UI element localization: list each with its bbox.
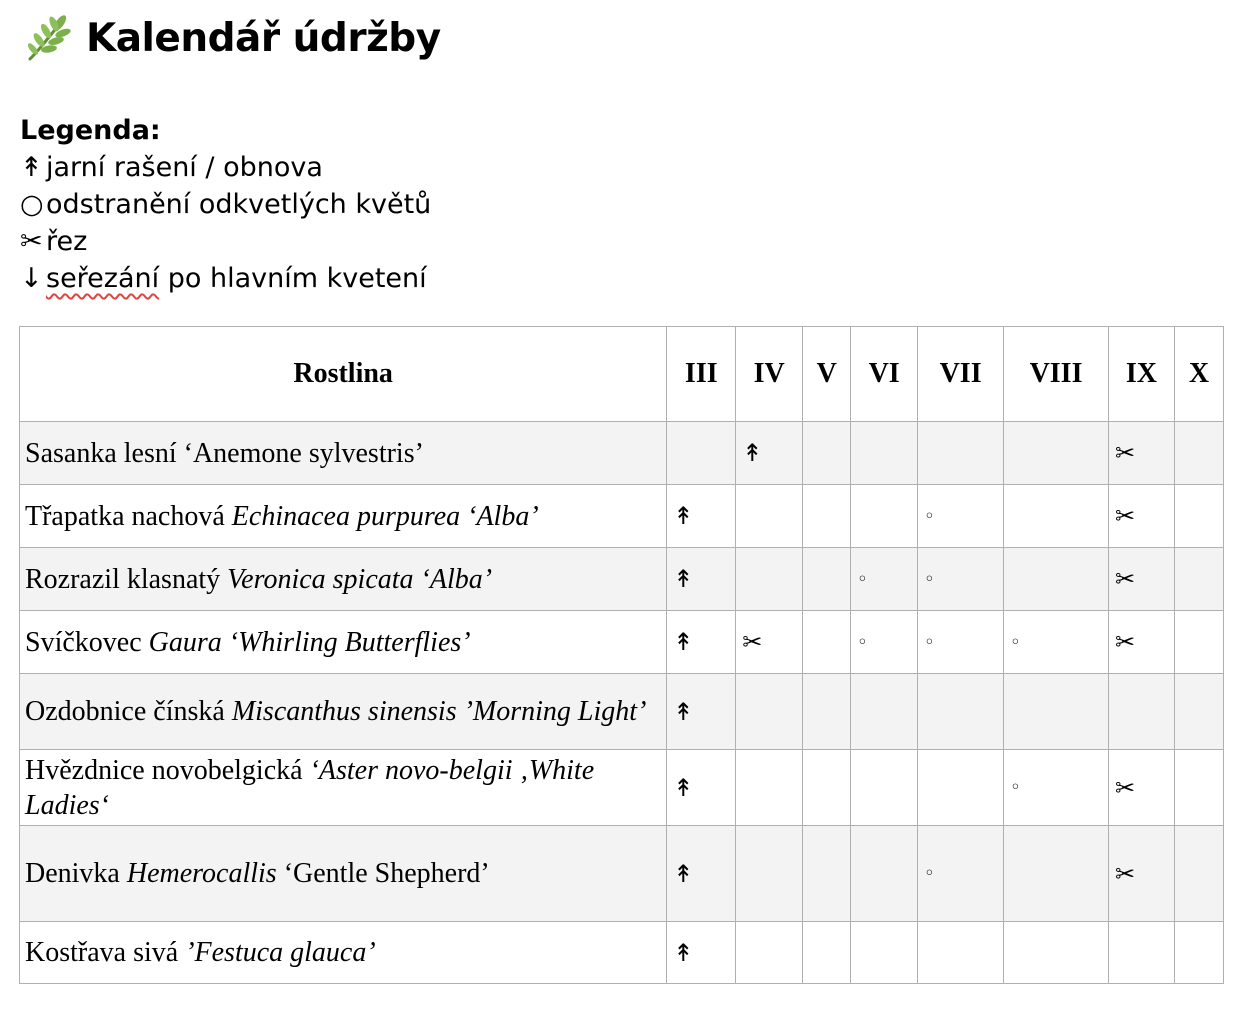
plant-name-cell: Sasanka lesní ‘Anemone sylvestris’: [20, 422, 667, 485]
month-cell-sprout-arrow-icon: ↟: [667, 548, 736, 611]
legend-item-pruning: [20, 223, 431, 260]
table-header-row: [20, 327, 1224, 422]
month-cell: [736, 750, 803, 826]
table-row: [20, 750, 1224, 826]
month-cell: [918, 674, 1004, 750]
month-cell-sprout-arrow-icon: ↟: [736, 422, 803, 485]
month-cell: [803, 422, 851, 485]
column-header-month: III: [667, 327, 736, 422]
table-row: [20, 485, 1224, 548]
month-cell-sprout-arrow-icon: ↟: [667, 485, 736, 548]
month-cell-scissors-icon: ✂: [1109, 611, 1175, 674]
month-cell: [1174, 485, 1223, 548]
month-cell: [736, 548, 803, 611]
month-cell-circle-icon: ◦: [918, 611, 1004, 674]
page-title: [20, 10, 441, 66]
month-cell-circle-icon: ◦: [851, 548, 918, 611]
table-row: [20, 422, 1224, 485]
month-cell: [1109, 922, 1175, 984]
month-cell-scissors-icon: ✂: [1109, 826, 1175, 922]
plant-name-cell: Denivka Hemerocallis ‘Gentle Shepherd’: [20, 826, 667, 922]
month-cell: [1109, 674, 1175, 750]
month-cell: [803, 674, 851, 750]
month-cell-scissors-icon: ✂: [1109, 422, 1175, 485]
month-cell-scissors-icon: ✂: [1109, 485, 1175, 548]
month-cell: [1174, 750, 1223, 826]
month-cell: [918, 750, 1004, 826]
month-cell-sprout-arrow-icon: ↟: [667, 674, 736, 750]
month-cell: [1174, 826, 1223, 922]
month-cell: [851, 485, 918, 548]
maintenance-calendar-table: [19, 326, 1224, 984]
month-cell: [667, 422, 736, 485]
column-header-month: VI: [851, 327, 918, 422]
column-header-month: IV: [736, 327, 803, 422]
plant-name-cell: Svíčkovec Gaura ‘Whirling Butterflies’: [20, 611, 667, 674]
legend-item-label: odstranění odkvetlých květů: [46, 189, 432, 220]
month-cell: [918, 922, 1004, 984]
month-cell: [1174, 548, 1223, 611]
month-cell-circle-icon: ◦: [918, 548, 1004, 611]
legend: [20, 112, 431, 297]
scissors-icon: ✂: [20, 226, 43, 257]
table-row: [20, 826, 1224, 922]
legend-heading: Legenda:: [20, 115, 161, 146]
column-header-month: VII: [918, 327, 1004, 422]
plant-name-cell: Třapatka nachová Echinacea purpurea ‘Alba’: [20, 485, 667, 548]
table-row: [20, 674, 1224, 750]
month-cell-sprout-arrow-icon: ↟: [667, 922, 736, 984]
month-cell: [1174, 611, 1223, 674]
month-cell: [803, 922, 851, 984]
month-cell: [918, 422, 1004, 485]
month-cell: [851, 674, 918, 750]
month-cell: [851, 826, 918, 922]
column-header-month: V: [803, 327, 851, 422]
legend-item-sprouting: [20, 149, 431, 186]
legend-item-cutback: [20, 260, 431, 297]
month-cell: [736, 674, 803, 750]
plant-name-cell: Hvězdnice novobelgická ‘Aster novo-belgii ‚White Ladies‘: [20, 750, 667, 826]
sprout-arrow-icon: ↟: [20, 152, 43, 183]
month-cell-circle-icon: ◦: [1004, 611, 1109, 674]
plant-name-cell: Ozdobnice čínská Miscanthus sinensis ’Morning Light’: [20, 674, 667, 750]
month-cell: [736, 826, 803, 922]
month-cell: [1004, 548, 1109, 611]
column-header-month: X: [1174, 327, 1223, 422]
month-cell: [851, 422, 918, 485]
month-cell-sprout-arrow-icon: ↟: [667, 611, 736, 674]
month-cell: [803, 750, 851, 826]
month-cell: [1004, 422, 1109, 485]
month-cell-circle-icon: ◦: [918, 826, 1004, 922]
month-cell: [803, 548, 851, 611]
table-row: [20, 922, 1224, 984]
month-cell: [803, 611, 851, 674]
month-cell: [1174, 422, 1223, 485]
table-row: [20, 611, 1224, 674]
month-cell-sprout-arrow-icon: ↟: [667, 750, 736, 826]
month-cell: [1174, 922, 1223, 984]
legend-item-label: jarní rašení / obnova: [46, 152, 323, 183]
month-cell-scissors-icon: ✂: [1109, 548, 1175, 611]
column-header-plant: Rostlina: [20, 327, 667, 422]
month-cell: [1174, 674, 1223, 750]
legend-item-label: řez: [46, 226, 88, 257]
plant-name-cell: Rozrazil klasnatý Veronica spicata ‘Alba’: [20, 548, 667, 611]
month-cell: [1004, 674, 1109, 750]
month-cell: [851, 750, 918, 826]
month-cell-circle-icon: ◦: [1004, 750, 1109, 826]
herb-icon: [20, 11, 74, 65]
month-cell-sprout-arrow-icon: ↟: [667, 826, 736, 922]
month-cell: [1004, 922, 1109, 984]
month-cell: [803, 485, 851, 548]
month-cell: [803, 826, 851, 922]
spellcheck-word: seřezání: [46, 263, 160, 294]
month-cell-circle-icon: ◦: [918, 485, 1004, 548]
month-cell: [736, 485, 803, 548]
circle-icon: ○: [20, 189, 44, 220]
month-cell-scissors-icon: ✂: [1109, 750, 1175, 826]
down-arrow-icon: ↓: [20, 263, 43, 294]
month-cell-scissors-icon: ✂: [736, 611, 803, 674]
plant-name-cell: Kostřava sivá ’Festuca glauca’: [20, 922, 667, 984]
column-header-month: VIII: [1004, 327, 1109, 422]
table-row: [20, 548, 1224, 611]
page-title-text: Kalendář údržby: [86, 15, 441, 61]
column-header-month: IX: [1109, 327, 1175, 422]
month-cell-circle-icon: ◦: [851, 611, 918, 674]
legend-item-deadheading: [20, 186, 431, 223]
month-cell: [1004, 485, 1109, 548]
legend-item-label: po hlavním kvetení: [159, 263, 427, 294]
month-cell: [1004, 826, 1109, 922]
month-cell: [736, 922, 803, 984]
month-cell: [851, 922, 918, 984]
